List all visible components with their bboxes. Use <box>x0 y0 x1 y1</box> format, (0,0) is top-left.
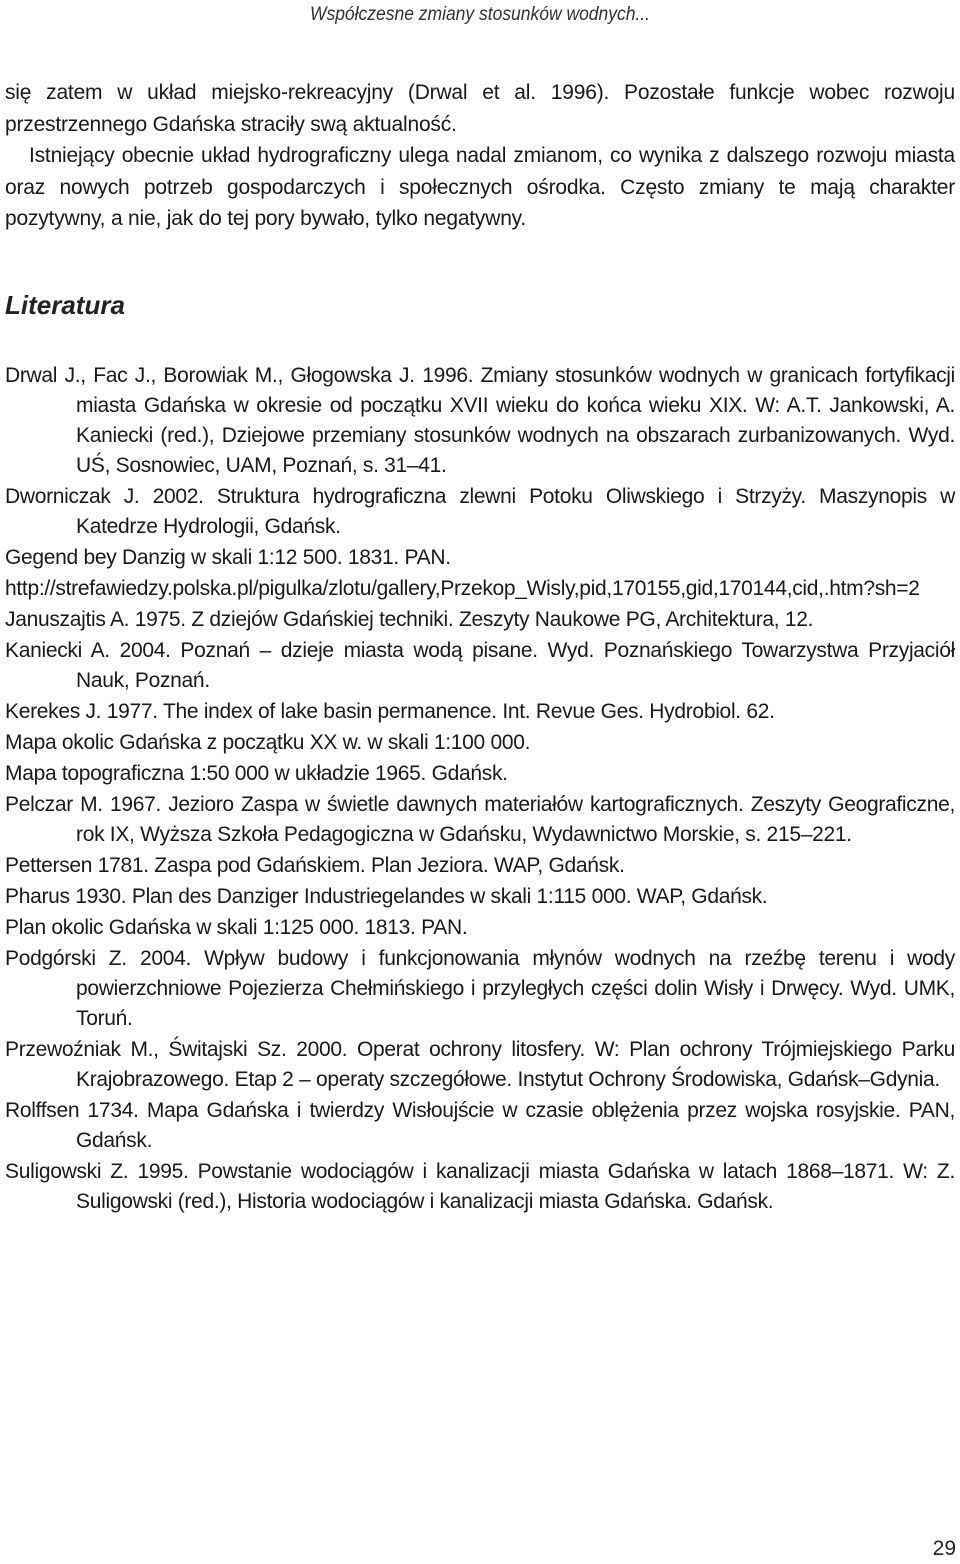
reference-item: Pelczar M. 1967. Jezioro Zaspa w świetle dawnych materiałów kartograficznych. Zeszyty Geograficzne, rok IX, Wyższa Szkoła Pedagogiczna w Gdańsku, Wydawnictwo Morskie, s. 215–221. <box>5 793 955 846</box>
reference-item: Pettersen 1781. Zaspa pod Gdańskiem. Plan Jeziora. WAP, Gdańsk. <box>5 854 625 877</box>
reference-item: Gegend bey Danzig w skali 1:12 500. 1831. PAN. <box>5 546 451 569</box>
reference-item: Plan okolic Gdańska w skali 1:125 000. 1813. PAN. <box>5 916 468 939</box>
reference-item: Rolffsen 1734. Mapa Gdańska i twierdzy Wisłoujście w czasie oblężenia przez wojska rosyjskie. PAN, Gdańsk. <box>5 1099 955 1152</box>
reference-item: Mapa okolic Gdańska z początku XX w. w skali 1:100 000. <box>5 731 531 754</box>
reference-item: Podgórski Z. 2004. Wpływ budowy i funkcjonowania młynów wodnych na rzeźbę terenu i wody powierzchniowe Pojezierza Chełmińskiego i przyległych części dolin Wisły i Drwęcy. Wyd. UMK, Toruń. <box>5 947 955 1030</box>
reference-item: Suligowski Z. 1995. Powstanie wodociągów i kanalizacji miasta Gdańska w latach 1868–1871. W: Z. Suligowski (red.), Historia wodociągów i kanalizacji miasta Gdańska. Gdańsk. <box>5 1160 955 1213</box>
paragraph: Istniejący obecnie układ hydrograficzny ulega nadal zmianom, co wynika z dalszego rozwoju miasta oraz nowych potrzeb gospodarczych i społecznych ośrodka. Często zmiany te mają charakter pozytywny, a nie, jak do tej pory bywało, tylko negatywny. <box>5 144 955 230</box>
reference-item: Kerekes J. 1977. The index of lake basin permanence. Int. Revue Ges. Hydrobiol. 62. <box>5 700 775 723</box>
reference-item: Przewoźniak M., Świtajski Sz. 2000. Operat ochrony litosfery. W: Plan ochrony Trójmiejskiego Parku Krajobrazowego. Etap 2 – operaty szczegółowe. Instytut Ochrony Środowiska, Gdańsk–Gdynia. <box>5 1038 955 1091</box>
reference-item: Mapa topograficzna 1:50 000 w układzie 1965. Gdańsk. <box>5 762 508 785</box>
reference-item: Kaniecki A. 2004. Poznań – dzieje miasta wodą pisane. Wyd. Poznańskiego Towarzystwa Przyjaciół Nauk, Poznań. <box>5 639 955 692</box>
section-heading-literature: Literatura <box>5 290 125 320</box>
page-number: 29 <box>932 1537 956 1560</box>
reference-item: Januszajtis A. 1975. Z dziejów Gdańskiej techniki. Zeszyty Naukowe PG, Architektura, 12. <box>5 608 814 631</box>
reference-item: Pharus 1930. Plan des Danziger Industriegelandes w skali 1:115 000. WAP, Gdańsk. <box>5 885 768 908</box>
body-text <box>5 77 955 235</box>
reference-list <box>5 361 955 1218</box>
reference-item: Dworniczak J. 2002. Struktura hydrograficzna zlewni Potoku Oliwskiego i Strzyży. Maszynopis w Katedrze Hydrologii, Gdańsk. <box>5 485 955 538</box>
reference-item-url: http://strefawiedzy.polska.pl/pigulka/zlotu/gallery,Przekop_Wisly,pid,170155,gid,170144,cid,.htm?sh=2 <box>5 577 920 600</box>
running-header: Współczesne zmiany stosunków wodnych... <box>309 4 651 25</box>
reference-item: Drwal J., Fac J., Borowiak M., Głogowska J. 1996. Zmiany stosunków wodnych w granicach fortyfikacji miasta Gdańska w okresie od początku XVII wieku do końca wieku XIX. W: A.T. Jankowski, A. Kaniecki (red.), Dziejowe przemiany stosunków wodnych na obszarach zurbanizowanych. Wyd. UŚ, Sosnowiec, UAM, Poznań, s. 31–41. <box>5 364 955 477</box>
paragraph-continuation: się zatem w układ miejsko-rekreacyjny (Drwal et al. 1996). Pozostałe funkcje wobec rozwoju przestrzennego Gdańska straciły swą aktualność. <box>5 81 955 136</box>
